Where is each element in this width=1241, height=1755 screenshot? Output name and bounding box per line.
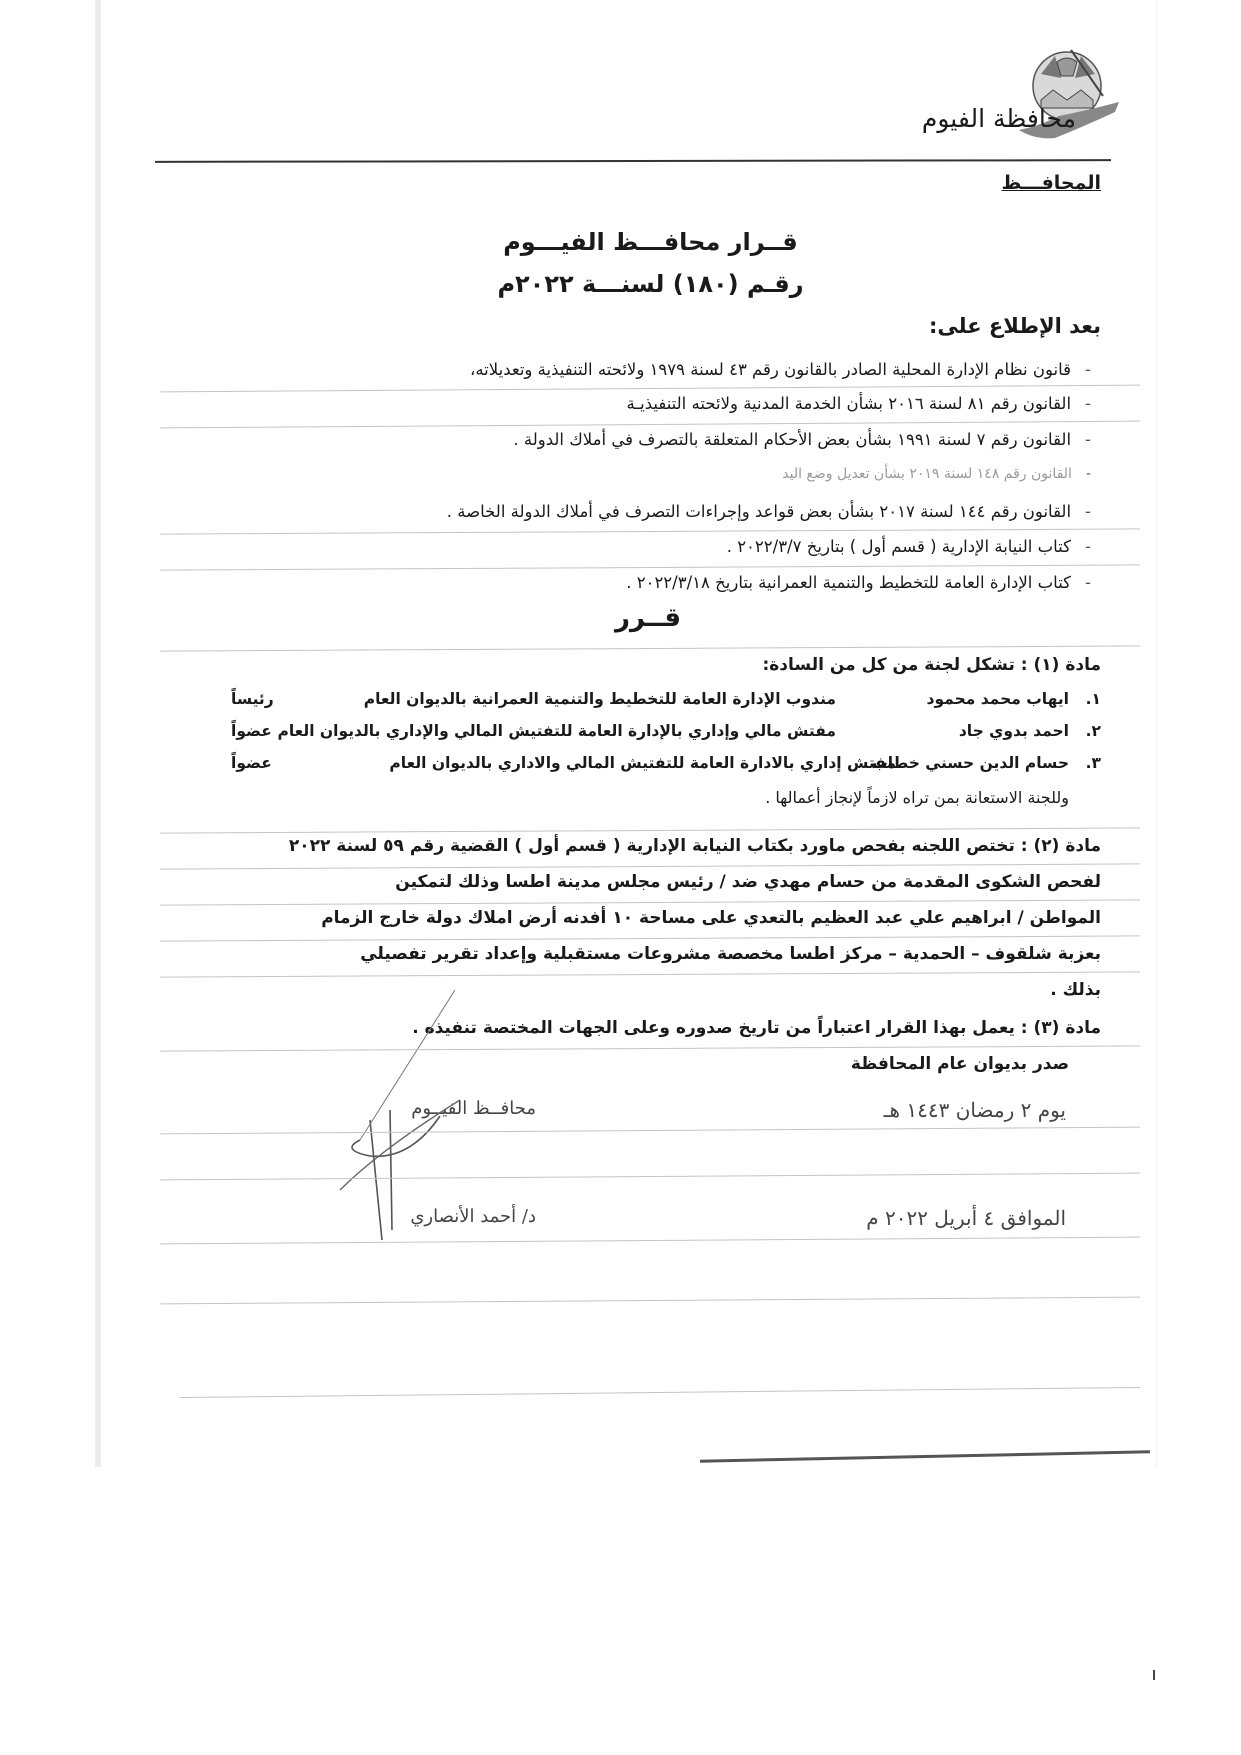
dash-bullet: -	[1085, 430, 1091, 449]
dash-bullet: -	[1085, 466, 1091, 482]
gregorian-date: الموافق ٤ أبريل ٢٠٢٢ م	[866, 1206, 1066, 1230]
dash-bullet: -	[1085, 573, 1091, 592]
decision-heading: قــرر	[615, 603, 681, 633]
dash-bullet: -	[1085, 360, 1091, 379]
dash-bullet: -	[1085, 394, 1091, 413]
preamble-item: -القانون رقم ٧ لسنة ١٩٩١ بشأن بعض الأحكام المتعلقة بالتصرف في أملاك الدولة .	[513, 430, 1091, 449]
preamble-item: -كتاب الإدارة العامة للتخطيط والتنمية العمرانية بتاريخ ٢٠٢٢/٣/١٨ .	[626, 573, 1091, 592]
preamble-item: -القانون رقم ٨١ لسنة ٢٠١٦ بشأن الخدمة المدنية ولائحته التنفيذيـة	[626, 394, 1091, 413]
article-1-note: وللجنة الاستعانة بمن تراه لازماً لإنجاز أعمالها .	[765, 788, 1069, 807]
preamble-item-faded: -القانون رقم ١٤٨ لسنة ٢٠١٩ بشأن تعديل وضع اليد	[782, 466, 1091, 482]
preamble-intro: بعد الإطلاع على:	[929, 314, 1101, 338]
signatory-name: د/ أحمد الأنصاري	[410, 1206, 536, 1227]
article-2-line: لفحص الشكوى المقدمة من حسام مهدي ضد / رئيس مجلس مدينة اطسا وذلك لتمكين	[395, 872, 1101, 892]
article-2-line: بذلك .	[1050, 980, 1101, 1000]
dash-bullet: -	[1085, 502, 1091, 521]
article-2-line: بعزبة شلقوف – الحمدية – مركز اطسا مخصصة مشروعات مستقبلية وإعداد تقرير تفصيلي	[360, 944, 1101, 964]
article-3-text: مادة (٣) : يعمل بهذا القرار اعتباراً من تاريخ صدوره وعلى الجهات المختصة تنفيذه .	[412, 1018, 1101, 1038]
decree-title: قــرار محافـــظ الفيـــوم	[503, 228, 798, 256]
page-mark	[1153, 1670, 1155, 1680]
preamble-item: -كتاب النيابة الإدارية ( قسم أول ) بتاريخ ٢٠٢٢/٣/٧ .	[726, 537, 1091, 556]
governorate-name: محافظة الفيوم	[921, 104, 1076, 133]
office-label: المحافـــظ	[1001, 172, 1101, 194]
article-2-line: مادة (٢) : تختص اللجنه بفحص ماورد بكتاب النيابة الإدارية ( قسم أول ) القضية رقم ٥٩ لسنة ٢٠٢٢	[288, 836, 1101, 856]
committee-member: ١. ايهاب محمد محمود مندوب الإدارة العامة للتخطيط والتنمية العمرانية بالديوان العام رئيساً	[231, 690, 1101, 708]
article-2-line: المواطن / ابراهيم علي عبد العظيم بالتعدي على مساحة ١٠ أفدنه أرض املاك دولة خارج الزمام	[321, 908, 1101, 928]
committee-member: ٣. حسام الدين حسني خطاب مفتش إداري بالادارة العامة للتفتيش المالي والاداري بالديوان العام عضواً	[231, 754, 1101, 772]
article-1-heading: مادة (١) : تشكل لجنة من كل من السادة:	[762, 655, 1101, 675]
preamble-item: -قانون نظام الإدارة المحلية الصادر بالقانون رقم ٤٣ لسنة ١٩٧٩ ولائحته التنفيذية وتعديلاته،	[470, 360, 1091, 379]
decree-number: رقـم (١٨٠) لسنـــة ٢٠٢٢م	[497, 270, 804, 298]
hijri-date: يوم ٢ رمضان ١٤٤٣ هـ	[883, 1098, 1066, 1122]
signatory-title: محافــظ الفيــوم	[411, 1098, 536, 1119]
issued-at: صدر بديوان عام المحافظة	[850, 1054, 1069, 1074]
committee-member: ٢. احمد بدوي جاد مفتش مالي وإداري بالإدارة العامة للتفتيش المالي والإداري بالديوان العام عضواً	[231, 722, 1101, 740]
dash-bullet: -	[1085, 537, 1091, 556]
pen-stroke	[360, 990, 460, 1140]
page-edge	[1156, 0, 1157, 1467]
preamble-item: -القانون رقم ١٤٤ لسنة ٢٠١٧ بشأن بعض قواعد وإجراءات التصرف في أملاك الدولة الخاصة .	[446, 502, 1091, 521]
